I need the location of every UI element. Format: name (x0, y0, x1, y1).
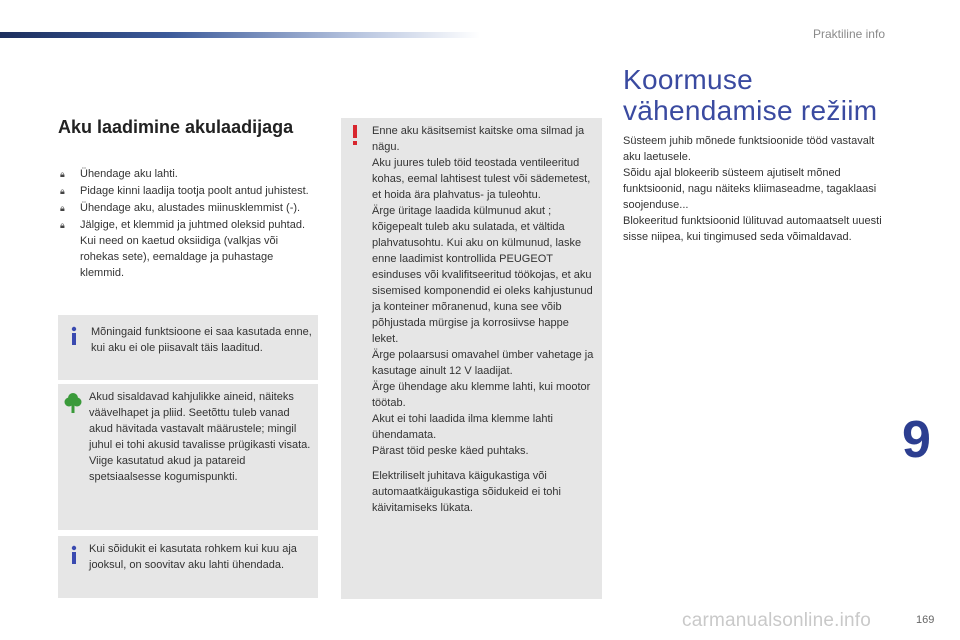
list-item: 🔒︎ Pidage kinni laadija tootja poolt antud juhistest. (60, 185, 309, 197)
warning-text: Enne aku käsitsemist kaitske oma silmad ja nägu. Aku juures tuleb töid teostada ventileeritud kohas, eemal lahtisest tulest või sädemetest, et hoida ära plahvatus- ja tuleohtu. Ärge üritage laadida külmunud akut ; kõigepealt tuleb aku sulatada, et vältida plahvatusohtu. Kui aku on külmunud, laske enne laadimist kontrollida PEUGEOT esinduses või kvalifitseeritud töökojas, et aku sisemised komponendid ei oleks kahjustunud ja konteiner mõranenud, kuna see võib põhjustada mürgise ja korrosiivse happe leket. Ärge polaarsusi omavahel ümber vahetage ja kasutage ainult 12 V laadijat. Ärge ühendage aku klemme lahti, kui mootor töötab. Akut ei tohi laadida ilma klemme lahti ühendamata. Pärast töid peske käed puhtaks. Elektriliselt juhitava käigukastiga või automaatkäigukastiga sõidukeid ei tohi käivitamiseks lükata. (372, 125, 594, 514)
eco-text: Akud sisaldavad kahjulikke aineid, näiteks väävelhapet ja pliid. Seetõttu tuleb vanad akud hävitada vastavalt määrustele; mingil juhul ei tohi akusid tavalisse prügikasti visata. Viige kasutatud akud ja patareid spetsiaalsesse kogumispunkti. (89, 391, 311, 483)
watermark: carmanualsonline.info (682, 610, 872, 631)
list-item: 🔒︎ Jälgige, et klemmid ja juhtmed oleksid puhtad. Kui need on kaetud oksiidiga (valkjas või rohekas sete), eemaldage ja puhastage klemmid. (60, 219, 306, 279)
list-item: 🔒︎ Ühendage aku, alustades miinusklemmist (-). (60, 202, 301, 214)
steps-list (58, 166, 320, 282)
bullet-icon: 🔒︎ (60, 169, 65, 179)
tree-icon (64, 392, 82, 414)
list-item: 🔒︎ Ühendage aku lahti. (60, 168, 178, 180)
bullet-icon: 🔒︎ (60, 203, 65, 213)
page-number: 169 (916, 614, 935, 626)
section-heading: Koormuse vähendamise režiim (623, 64, 878, 126)
header-gradient-bar (0, 32, 480, 38)
info-text: Kui sõidukit ei kasutata rohkem kui kuu aja jooksul, on soovitav aku lahti ühendada. (89, 543, 297, 571)
info-text: Mõningaid funktsioone ei saa kasutada enne, kui aku ei ole piisavalt täis laaditud. (91, 326, 312, 354)
page-title: Aku laadimine akulaadijaga (58, 117, 294, 137)
section-label: Praktiline info (812, 27, 885, 41)
chapter-number: 9 (902, 411, 931, 469)
section-body: Süsteem juhib mõnede funktsioonide tööd vastavalt aku laetusele. Sõidu ajal blokeerib süsteem ajutiselt mõned funktsioonid, nagu näiteks kliimaseadme, tagaklaasi soojenduse... Blokeeritud funktsioonid lülituvad automaatselt uuesti sisse niipea, kui tingimused seda võimaldavad. (623, 135, 882, 243)
info-icon (67, 326, 81, 346)
info-icon (67, 545, 81, 565)
warning-icon (349, 124, 361, 146)
bullet-icon: 🔒︎ (60, 220, 65, 230)
bullet-icon: 🔒︎ (60, 186, 65, 196)
